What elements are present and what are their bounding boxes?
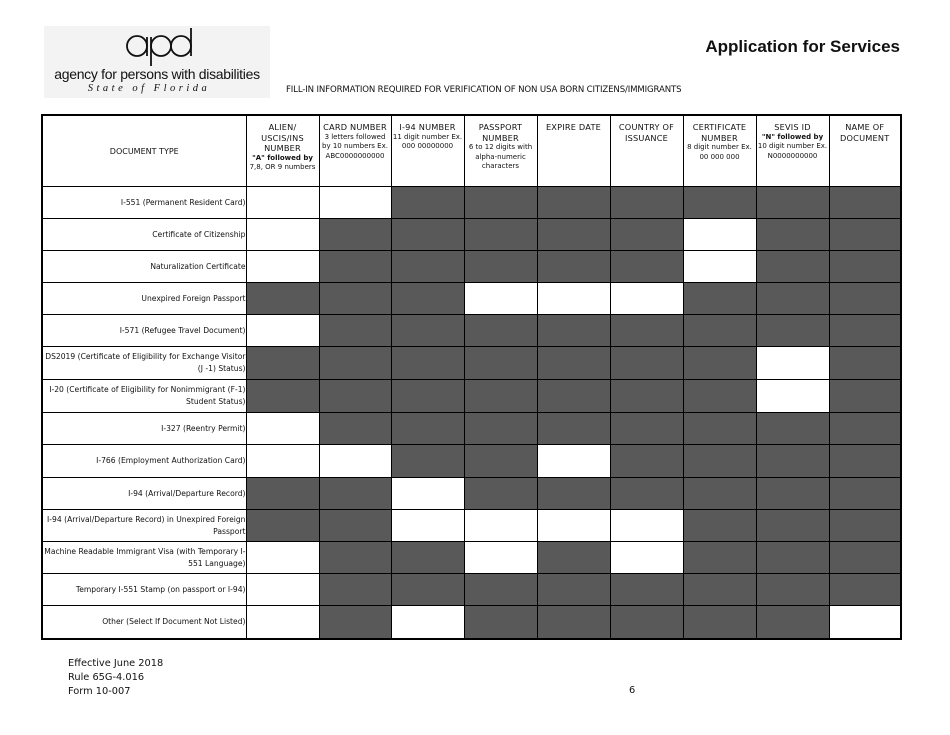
- page-number: 6: [629, 685, 636, 696]
- shaded-cell: [610, 574, 683, 606]
- shaded-cell: [829, 251, 901, 283]
- shaded-cell: [246, 510, 319, 542]
- shaded-cell: [319, 347, 391, 380]
- shaded-cell: [610, 315, 683, 347]
- fill-in-cell[interactable]: [464, 542, 537, 574]
- column-header: [319, 115, 391, 187]
- shaded-cell: [756, 445, 829, 478]
- column-header: [829, 115, 901, 187]
- document-type-label: I-94 (Arrival/Departure Record) in Unexpired Foreign Passport: [42, 510, 246, 542]
- effective-date: Effective June 2018: [68, 658, 164, 669]
- document-verification-table: [41, 114, 902, 640]
- fill-in-cell[interactable]: [246, 606, 319, 639]
- shaded-cell: [246, 380, 319, 413]
- agency-logo: [44, 26, 270, 98]
- shaded-cell: [683, 606, 756, 639]
- shaded-cell: [464, 478, 537, 510]
- shaded-cell: [610, 478, 683, 510]
- shaded-cell: [829, 187, 901, 219]
- shaded-cell: [610, 187, 683, 219]
- shaded-cell: [319, 380, 391, 413]
- document-type-label: Temporary I-551 Stamp (on passport or I-94): [42, 574, 246, 606]
- shaded-cell: [683, 413, 756, 445]
- rule-number: Rule 65G-4.016: [68, 672, 145, 683]
- shaded-cell: [391, 315, 464, 347]
- column-header: [610, 115, 683, 187]
- shaded-cell: [537, 315, 610, 347]
- shaded-cell: [756, 315, 829, 347]
- shaded-cell: [391, 574, 464, 606]
- shaded-cell: [829, 510, 901, 542]
- fill-in-cell[interactable]: [464, 510, 537, 542]
- fill-in-cell[interactable]: [683, 251, 756, 283]
- shaded-cell: [391, 380, 464, 413]
- column-format-hint: 11 digit number Ex. 000 00000000: [392, 132, 463, 150]
- document-type-label: Certificate of Citizenship: [42, 219, 246, 251]
- fill-in-cell[interactable]: [683, 219, 756, 251]
- fill-in-cell[interactable]: [246, 542, 319, 574]
- shaded-cell: [391, 445, 464, 478]
- shaded-cell: [391, 347, 464, 380]
- fill-in-cell[interactable]: [391, 478, 464, 510]
- document-type-label: DS2019 (Certificate of Eligibility for Exchange Visitor (J -1) Status): [42, 347, 246, 380]
- fill-in-cell[interactable]: [246, 251, 319, 283]
- fill-in-cell[interactable]: [537, 283, 610, 315]
- column-title: I-94 NUMBER: [399, 122, 456, 132]
- column-header: [246, 115, 319, 187]
- apd-logo-icon: [125, 28, 197, 68]
- fill-in-cell[interactable]: [319, 445, 391, 478]
- shaded-cell: [464, 219, 537, 251]
- table-row: [42, 187, 901, 219]
- shaded-cell: [829, 478, 901, 510]
- shaded-cell: [464, 187, 537, 219]
- shaded-cell: [319, 574, 391, 606]
- column-header: [537, 115, 610, 187]
- fill-in-cell[interactable]: [246, 219, 319, 251]
- column-format-prefix: "A" followed by: [252, 153, 313, 162]
- document-type-label: I-571 (Refugee Travel Document): [42, 315, 246, 347]
- shaded-cell: [391, 187, 464, 219]
- shaded-cell: [756, 606, 829, 639]
- shaded-cell: [537, 380, 610, 413]
- shaded-cell: [610, 413, 683, 445]
- shaded-cell: [319, 606, 391, 639]
- fill-in-cell[interactable]: [610, 283, 683, 315]
- shaded-cell: [756, 187, 829, 219]
- shaded-cell: [829, 347, 901, 380]
- shaded-cell: [683, 445, 756, 478]
- column-title: CERTIFICATE NUMBER: [692, 122, 747, 143]
- shaded-cell: [464, 251, 537, 283]
- table-row: [42, 315, 901, 347]
- shaded-cell: [537, 219, 610, 251]
- shaded-cell: [319, 315, 391, 347]
- shaded-cell: [610, 347, 683, 380]
- document-type-label: I-551 (Permanent Resident Card): [42, 187, 246, 219]
- shaded-cell: [246, 478, 319, 510]
- shaded-cell: [829, 315, 901, 347]
- fill-in-cell[interactable]: [246, 413, 319, 445]
- column-title: ALIEN/ USCIS/INS NUMBER: [261, 122, 304, 153]
- shaded-cell: [319, 542, 391, 574]
- table-row: [42, 510, 901, 542]
- fill-in-cell[interactable]: [246, 187, 319, 219]
- shaded-cell: [464, 347, 537, 380]
- page-subtitle: FILL-IN INFORMATION REQUIRED FOR VERIFICATION OF NON USA BORN CITIZENS/IMMIGRANTS: [286, 85, 682, 95]
- shaded-cell: [391, 251, 464, 283]
- fill-in-cell[interactable]: [610, 542, 683, 574]
- shaded-cell: [610, 219, 683, 251]
- shaded-cell: [391, 219, 464, 251]
- shaded-cell: [319, 283, 391, 315]
- document-type-label: I-327 (Reentry Permit): [42, 413, 246, 445]
- fill-in-cell[interactable]: [537, 510, 610, 542]
- shaded-cell: [683, 380, 756, 413]
- fill-in-cell[interactable]: [319, 187, 391, 219]
- shaded-cell: [829, 283, 901, 315]
- column-header: [391, 115, 464, 187]
- agency-name: agency for persons with disabilities: [54, 66, 260, 82]
- shaded-cell: [464, 445, 537, 478]
- shaded-cell: [464, 574, 537, 606]
- fill-in-cell[interactable]: [756, 380, 829, 413]
- column-title: CARD NUMBER: [323, 122, 387, 132]
- fill-in-cell[interactable]: [537, 445, 610, 478]
- shaded-cell: [319, 413, 391, 445]
- table-row: [42, 413, 901, 445]
- document-type-label: Naturalization Certificate: [42, 251, 246, 283]
- fill-in-cell[interactable]: [246, 574, 319, 606]
- shaded-cell: [756, 251, 829, 283]
- footer: [68, 657, 163, 699]
- column-format-hint: 10 digit number Ex. N0000000000: [757, 142, 828, 160]
- table-row: [42, 347, 901, 380]
- column-header: [464, 115, 537, 187]
- shaded-cell: [537, 187, 610, 219]
- shaded-cell: [319, 478, 391, 510]
- form-number: Form 10-007: [68, 686, 131, 697]
- shaded-cell: [391, 283, 464, 315]
- shaded-cell: [683, 574, 756, 606]
- column-title: COUNTRY OF ISSUANCE: [618, 122, 675, 143]
- shaded-cell: [756, 542, 829, 574]
- fill-in-cell[interactable]: [246, 315, 319, 347]
- shaded-cell: [683, 510, 756, 542]
- shaded-cell: [756, 219, 829, 251]
- shaded-cell: [537, 413, 610, 445]
- shaded-cell: [829, 219, 901, 251]
- shaded-cell: [683, 478, 756, 510]
- shaded-cell: [683, 283, 756, 315]
- fill-in-cell[interactable]: [829, 606, 901, 639]
- document-type-label: I-20 (Certificate of Eligibility for Nonimmigrant (F-1) Student Status): [42, 380, 246, 413]
- state-name: State of Florida: [87, 83, 211, 94]
- shaded-cell: [610, 606, 683, 639]
- shaded-cell: [464, 413, 537, 445]
- shaded-cell: [537, 347, 610, 380]
- page-title: Application for Services: [705, 37, 900, 56]
- shaded-cell: [829, 380, 901, 413]
- shaded-cell: [610, 445, 683, 478]
- column-format-hint: 8 digit number Ex. 00 000 000: [687, 143, 752, 161]
- column-title: PASSPORT NUMBER: [478, 122, 523, 143]
- shaded-cell: [756, 574, 829, 606]
- shaded-cell: [537, 478, 610, 510]
- shaded-cell: [683, 347, 756, 380]
- shaded-cell: [683, 542, 756, 574]
- column-header-document-type: DOCUMENT TYPE: [42, 115, 246, 187]
- shaded-cell: [319, 219, 391, 251]
- fill-in-cell[interactable]: [391, 606, 464, 639]
- column-format-prefix: "N" followed by: [761, 132, 824, 141]
- table-row: [42, 574, 901, 606]
- shaded-cell: [319, 510, 391, 542]
- document-type-label: Other (Select If Document Not Listed): [42, 606, 246, 639]
- shaded-cell: [246, 347, 319, 380]
- document-type-label: Machine Readable Immigrant Visa (with Temporary I-551 Language): [42, 542, 246, 574]
- table-row: [42, 606, 901, 639]
- table-row: [42, 219, 901, 251]
- column-format-hint: 7,8, OR 9 numbers: [249, 163, 316, 171]
- shaded-cell: [464, 315, 537, 347]
- shaded-cell: [391, 542, 464, 574]
- table-row: [42, 283, 901, 315]
- shaded-cell: [391, 413, 464, 445]
- column-title: EXPIRE DATE: [545, 122, 602, 132]
- column-header: [756, 115, 829, 187]
- shaded-cell: [610, 251, 683, 283]
- column-format-hint: 3 letters followed by 10 numbers Ex. ABC0000000000: [322, 132, 388, 160]
- fill-in-cell[interactable]: [246, 445, 319, 478]
- shaded-cell: [537, 251, 610, 283]
- column-format-hint: 6 to 12 digits with alpha-numeric characters: [468, 143, 533, 170]
- shaded-cell: [756, 283, 829, 315]
- table-row: [42, 380, 901, 413]
- fill-in-cell[interactable]: [391, 510, 464, 542]
- shaded-cell: [829, 445, 901, 478]
- column-title: NAME OF DOCUMENT: [840, 122, 890, 143]
- shaded-cell: [610, 380, 683, 413]
- shaded-cell: [756, 478, 829, 510]
- shaded-cell: [829, 413, 901, 445]
- table-row: [42, 251, 901, 283]
- table-row: [42, 542, 901, 574]
- table-header-row: [42, 115, 901, 187]
- shaded-cell: [464, 380, 537, 413]
- document-type-label: I-766 (Employment Authorization Card): [42, 445, 246, 478]
- shaded-cell: [319, 251, 391, 283]
- column-header: [683, 115, 756, 187]
- fill-in-cell[interactable]: [610, 510, 683, 542]
- shaded-cell: [683, 315, 756, 347]
- shaded-cell: [537, 574, 610, 606]
- shaded-cell: [464, 606, 537, 639]
- fill-in-cell[interactable]: [756, 347, 829, 380]
- shaded-cell: [829, 542, 901, 574]
- shaded-cell: [756, 510, 829, 542]
- fill-in-cell[interactable]: [464, 283, 537, 315]
- document-type-label: Unexpired Foreign Passport: [42, 283, 246, 315]
- document-type-label: I-94 (Arrival/Departure Record): [42, 478, 246, 510]
- shaded-cell: [537, 606, 610, 639]
- shaded-cell: [683, 187, 756, 219]
- shaded-cell: [537, 542, 610, 574]
- shaded-cell: [756, 413, 829, 445]
- table-row: [42, 478, 901, 510]
- table-row: [42, 445, 901, 478]
- shaded-cell: [829, 574, 901, 606]
- column-title: SEVIS ID: [774, 122, 811, 132]
- shaded-cell: [246, 283, 319, 315]
